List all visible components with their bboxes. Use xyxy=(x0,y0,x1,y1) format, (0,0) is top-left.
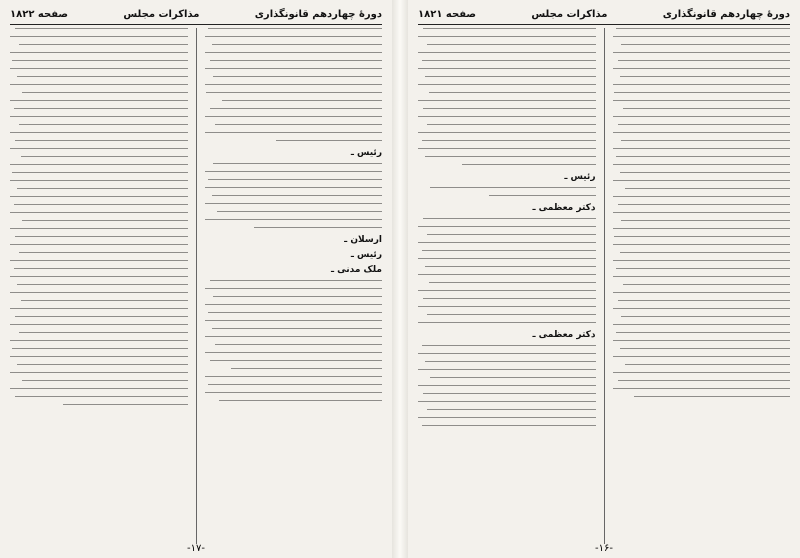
right-header-page: صفحه ۱۸۲۱ xyxy=(418,9,477,20)
speaker-heading: رئیس ـ xyxy=(564,172,596,182)
left-col-a xyxy=(205,28,383,544)
right-column-divider xyxy=(604,28,605,544)
left-page-number: -۱۷- xyxy=(187,543,205,554)
left-columns xyxy=(10,28,382,544)
right-col-a xyxy=(613,28,791,544)
right-page-number: -۱۶- xyxy=(595,543,613,554)
speaker-heading: رئیس ـ xyxy=(350,148,382,158)
speaker-heading: ملک مدنی ـ xyxy=(330,265,382,275)
right-header-title: دورهٔ چهاردهم قانونگذاری xyxy=(662,9,790,20)
right-header-rule xyxy=(418,24,790,25)
right-page xyxy=(408,0,800,558)
right-page-header xyxy=(418,8,790,22)
speaker-heading: دکتر معظمی ـ xyxy=(532,203,596,213)
left-page xyxy=(0,0,392,558)
left-col-b xyxy=(10,28,188,544)
left-header-title: دورهٔ چهاردهم قانونگذاری xyxy=(254,9,382,20)
right-col-b xyxy=(418,28,596,544)
right-columns xyxy=(418,28,790,544)
left-column-divider xyxy=(196,28,197,544)
left-header-page: صفحه ۱۸۲۲ xyxy=(10,9,69,20)
right-header-center: مذاکرات مجلس xyxy=(531,9,608,20)
book-gutter xyxy=(392,0,408,558)
speaker-heading: رئیس ـ xyxy=(350,250,382,260)
left-page-header xyxy=(10,8,382,22)
left-header-rule xyxy=(10,24,382,25)
speaker-heading: ارسلان ـ xyxy=(344,235,382,245)
left-header-center: مذاکرات مجلس xyxy=(123,9,200,20)
speaker-heading: دکتر معظمی ـ xyxy=(532,330,596,340)
